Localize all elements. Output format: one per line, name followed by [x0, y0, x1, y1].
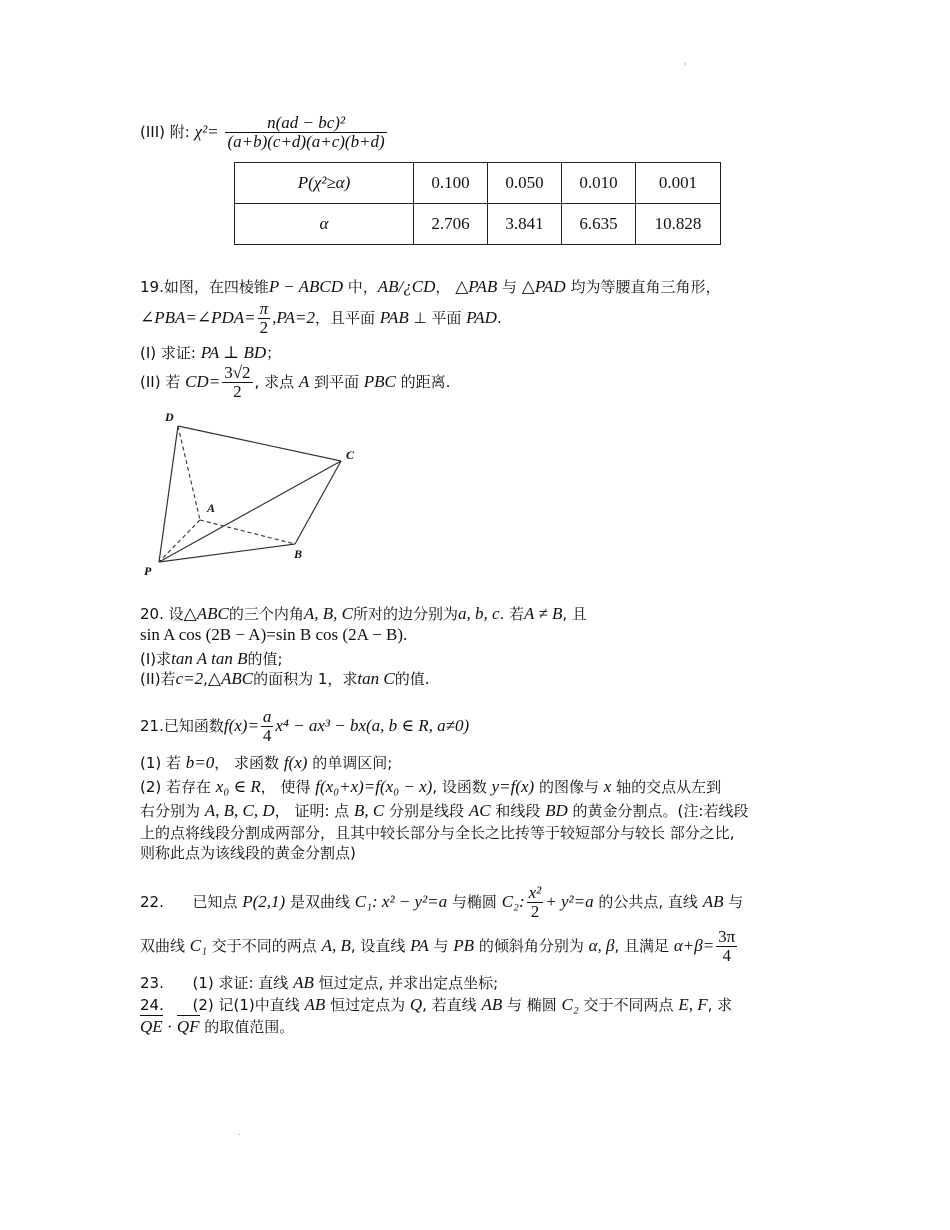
table-cell: 0.050 — [488, 163, 562, 204]
q19-math: CD= — [185, 372, 221, 391]
q22-fraction-num: x² — [528, 883, 542, 902]
q22-text: , 设直线 — [350, 937, 411, 955]
chi-square-formula — [140, 114, 389, 151]
q19-text: ， — [435, 278, 451, 296]
q20-line2: sin A cos (2B − A)=sin B cos (2A − B). — [140, 625, 408, 644]
q22-math: A, B — [321, 936, 351, 955]
q22-math: C₁ — [189, 936, 208, 955]
q23-text: 恒过定点, 并求出定点坐标; — [313, 974, 499, 992]
q24-text: 的取值范围。 — [199, 1018, 295, 1036]
table-header-alpha: α — [235, 204, 414, 245]
table-cell: 10.828 — [636, 204, 721, 245]
q19-fraction-den: 2 — [233, 382, 242, 401]
q22-text: 与 — [723, 893, 744, 911]
vector-QF: QF — [176, 1017, 200, 1036]
formula-numerator: n(ad − bc)² — [225, 114, 386, 133]
q21-text: 的图像与 — [534, 778, 604, 796]
q20-math: a, b, c — [457, 604, 500, 623]
q19-text: ，且平面 — [314, 309, 380, 327]
q20-math: tan C — [357, 669, 395, 688]
q19-line1 — [140, 276, 721, 297]
q22-text: 已知点 — [192, 893, 243, 911]
chi-square-table — [234, 162, 721, 245]
q19-math: A — [298, 372, 310, 391]
q20-text: (II)若 — [140, 670, 176, 688]
q22-math: PA — [410, 936, 429, 955]
q21-math: x — [603, 777, 612, 796]
q21-line5: 则称此点为该线段的黄金分割点) — [140, 844, 356, 862]
q24-math: C₂ — [561, 995, 579, 1014]
q21-text: 分别是线段 — [384, 802, 469, 820]
q22-text: 与椭圆 — [447, 893, 502, 911]
label-C: C — [346, 448, 355, 462]
q22-math: + y²=a — [545, 892, 594, 911]
q19-part2 — [140, 364, 450, 401]
q22-math: AB — [702, 892, 724, 911]
q20-part1 — [140, 648, 283, 669]
edge-AP — [159, 520, 200, 562]
q21-fraction-num: a — [262, 707, 272, 726]
label-A: A — [207, 501, 216, 515]
q20-text: 的面积为 1，求 — [253, 670, 358, 688]
q21-part2 — [140, 776, 721, 797]
formula-label: (III) 附: — [140, 123, 190, 141]
edge-PB — [159, 544, 295, 562]
q21-math: b=0 — [185, 753, 215, 772]
table-cell: 0.010 — [562, 163, 636, 204]
q21-text: (1) 若 — [140, 754, 186, 772]
q20-math: A, B, C — [303, 604, 353, 623]
q21-text: 21.已知函数 — [140, 717, 224, 735]
q20-part2 — [140, 668, 429, 689]
q19-math: △PAB — [455, 277, 498, 296]
label-P: P — [144, 564, 152, 578]
q21-text: (2) 若存在 — [140, 778, 216, 796]
q22-math: PB — [453, 936, 475, 955]
q21-text: 轴的交点从左到 — [611, 778, 722, 796]
q21-math: BD — [545, 801, 568, 820]
q20-math: △ABC — [207, 669, 254, 688]
q20-text: 的三个内角 — [228, 605, 304, 623]
q22-text: 双曲线 — [140, 937, 190, 955]
q21-math: f(x₀+x)=f(x₀ − x) — [315, 777, 433, 796]
q19-text: 与 — [497, 278, 522, 296]
q21-text: 右分别为 — [140, 802, 205, 820]
q24-math: Q — [409, 995, 423, 1014]
q19-part1 — [140, 342, 281, 363]
q24-text: 恒过定点为 — [325, 996, 410, 1014]
q19-math: △PAD — [521, 277, 566, 296]
label-B: B — [294, 547, 303, 561]
q24-number: 24. — [140, 996, 164, 1014]
edge-DC — [178, 426, 341, 461]
q21-math: f(x) — [283, 753, 308, 772]
q22-number: 22. — [140, 893, 164, 911]
q19-text: 的距离. — [395, 373, 451, 391]
q21-math: B, C — [354, 801, 385, 820]
q24-text: , 求 — [707, 996, 733, 1014]
q20-text: (I)求 — [140, 650, 172, 668]
q21-math: AC — [468, 801, 491, 820]
q19-fraction-den: 2 — [259, 318, 269, 337]
q22-text: 与 — [428, 937, 454, 955]
q21-text: ， 证明: 点 — [274, 802, 355, 820]
q24-text: 与 椭圆 — [502, 996, 562, 1014]
q20-text: 所对的边分别为 — [352, 605, 458, 623]
q20-line1 — [140, 603, 587, 624]
q22-math: α+β= — [673, 936, 715, 955]
q20-math: c=2 — [175, 669, 204, 688]
formula-denominator: (a+b)(c+d)(a+c)(b+d) — [227, 132, 385, 151]
q21-text: ， 使得 — [260, 778, 316, 796]
q19-text: 中， — [343, 278, 378, 296]
q20-math: A ≠ B — [524, 604, 563, 623]
q24-dot: · — [162, 1017, 177, 1036]
q21-part1 — [140, 752, 392, 773]
q19-text: (II) 若 — [140, 373, 186, 391]
q19-math: PBC — [363, 372, 396, 391]
q24-text: (2) 记(1)中直线 — [192, 996, 305, 1014]
q20-text: 的值; — [247, 650, 283, 668]
q22-fraction-num: 3π — [718, 927, 736, 946]
q20-math: △ABC — [183, 604, 229, 623]
table-cell: 0.100 — [414, 163, 488, 204]
q21-text: 的单调区间; — [307, 754, 393, 772]
q21-math: A, B, C, D — [204, 801, 275, 820]
table-header-p: P(χ²≥α) — [235, 163, 414, 204]
q24-text: , 若直线 — [422, 996, 482, 1014]
q23-number: 23. — [140, 974, 164, 992]
q19-fraction-num: 3√2 — [224, 363, 251, 382]
q21-line3 — [140, 800, 748, 821]
q19-math: P − ABCD — [268, 277, 343, 296]
q19-math: PAB — [379, 308, 409, 327]
q22-fraction-den: 2 — [530, 902, 540, 921]
q20-text: , — [203, 670, 208, 688]
table-row — [235, 163, 721, 204]
q19-text: , 求点 — [254, 373, 299, 391]
q19-text: ； — [266, 344, 282, 362]
q24-math: E, F — [678, 995, 708, 1014]
q22-text: , 且满足 — [614, 937, 674, 955]
q21-head — [140, 708, 469, 745]
q21-math: y=f(x) — [491, 777, 535, 796]
q24-line1 — [140, 994, 732, 1015]
table-cell: 3.841 — [488, 204, 562, 245]
q22-math: α, β — [588, 936, 615, 955]
q24-math: AB — [304, 995, 326, 1014]
q22-text: 交于不同的两点 — [207, 937, 322, 955]
q22-text: 是双曲线 — [285, 893, 355, 911]
q21-math: f(x)= — [223, 716, 259, 735]
q23-math: AB — [293, 973, 314, 992]
q22-math: P(2,1) — [242, 892, 286, 911]
table-cell: 2.706 — [414, 204, 488, 245]
formula-lhs: χ²= — [194, 122, 219, 141]
q23-text: (1) 求证: 直线 — [192, 974, 294, 992]
q24-text: 交于不同两点 — [578, 996, 679, 1014]
q19-text: 19.如图，在四棱锥 — [140, 278, 269, 296]
q22-math: C₂: — [501, 892, 525, 911]
q20-text: , 且 — [562, 605, 587, 623]
table-cell: 6.635 — [562, 204, 636, 245]
q20-text: . 若 — [499, 605, 525, 623]
q23-line — [140, 972, 498, 993]
q19-math: ,PA=2 — [272, 308, 315, 327]
q19-fraction-num: π — [259, 299, 269, 318]
q19-text: 均为等腰直角三角形， — [565, 278, 721, 296]
page-mark: ' — [684, 62, 687, 72]
q21-math: x₀ ∈ R — [215, 777, 261, 796]
vector-QE: QE — [140, 1017, 163, 1036]
q21-text: ， 求函数 — [214, 754, 284, 772]
q19-text: (I) 求证: — [140, 344, 201, 362]
table-cell: 0.001 — [636, 163, 721, 204]
label-D: D — [165, 410, 174, 424]
q20-text: 20. 设 — [140, 605, 184, 623]
edge-PC — [159, 461, 341, 562]
q22-line1 — [140, 884, 743, 921]
q20-math: tan A tan B — [171, 649, 248, 668]
edge-DP — [159, 426, 178, 562]
pyramid-figure — [140, 405, 370, 585]
q22-line2 — [140, 928, 739, 965]
q20-text: 的值. — [394, 670, 430, 688]
q19-math: ∠PBA=∠PDA= — [140, 308, 256, 327]
q19-math: PAD — [466, 308, 497, 327]
q21-text: , 设函数 — [432, 778, 492, 796]
q22-math: C₁: x² − y²=a — [354, 892, 448, 911]
q19-text: . — [496, 309, 502, 327]
q19-math: PA ⊥ BD — [200, 343, 267, 362]
edge-DA — [178, 426, 200, 520]
q22-fraction-den: 4 — [722, 946, 731, 965]
q24-math: AB — [481, 995, 503, 1014]
q22-text: 的公共点, 直线 — [593, 893, 703, 911]
q19-text: ⊥ 平面 — [408, 309, 467, 327]
q21-text: 和线段 — [490, 802, 546, 820]
q21-line4: 上的点将线段分割成两部分，且其中较长部分与全长之比抟等于较短部分与较长 部分之比, — [140, 824, 735, 842]
q19-text: 到平面 — [309, 373, 364, 391]
q21-math: x⁴ − ax³ − bx(a, b ∈ R, a≠0) — [275, 716, 470, 735]
table-row — [235, 204, 721, 245]
q21-text: 的黄金分割点。(注:若线段 — [567, 802, 749, 820]
page-mark-bottom: . — [238, 1128, 241, 1138]
q21-fraction-den: 4 — [262, 726, 272, 745]
q24-line2 — [140, 1016, 294, 1037]
q22-text: 的倾斜角分别为 — [474, 937, 589, 955]
q19-math: AB/¿CD — [377, 277, 436, 296]
q19-line2 — [140, 300, 502, 337]
